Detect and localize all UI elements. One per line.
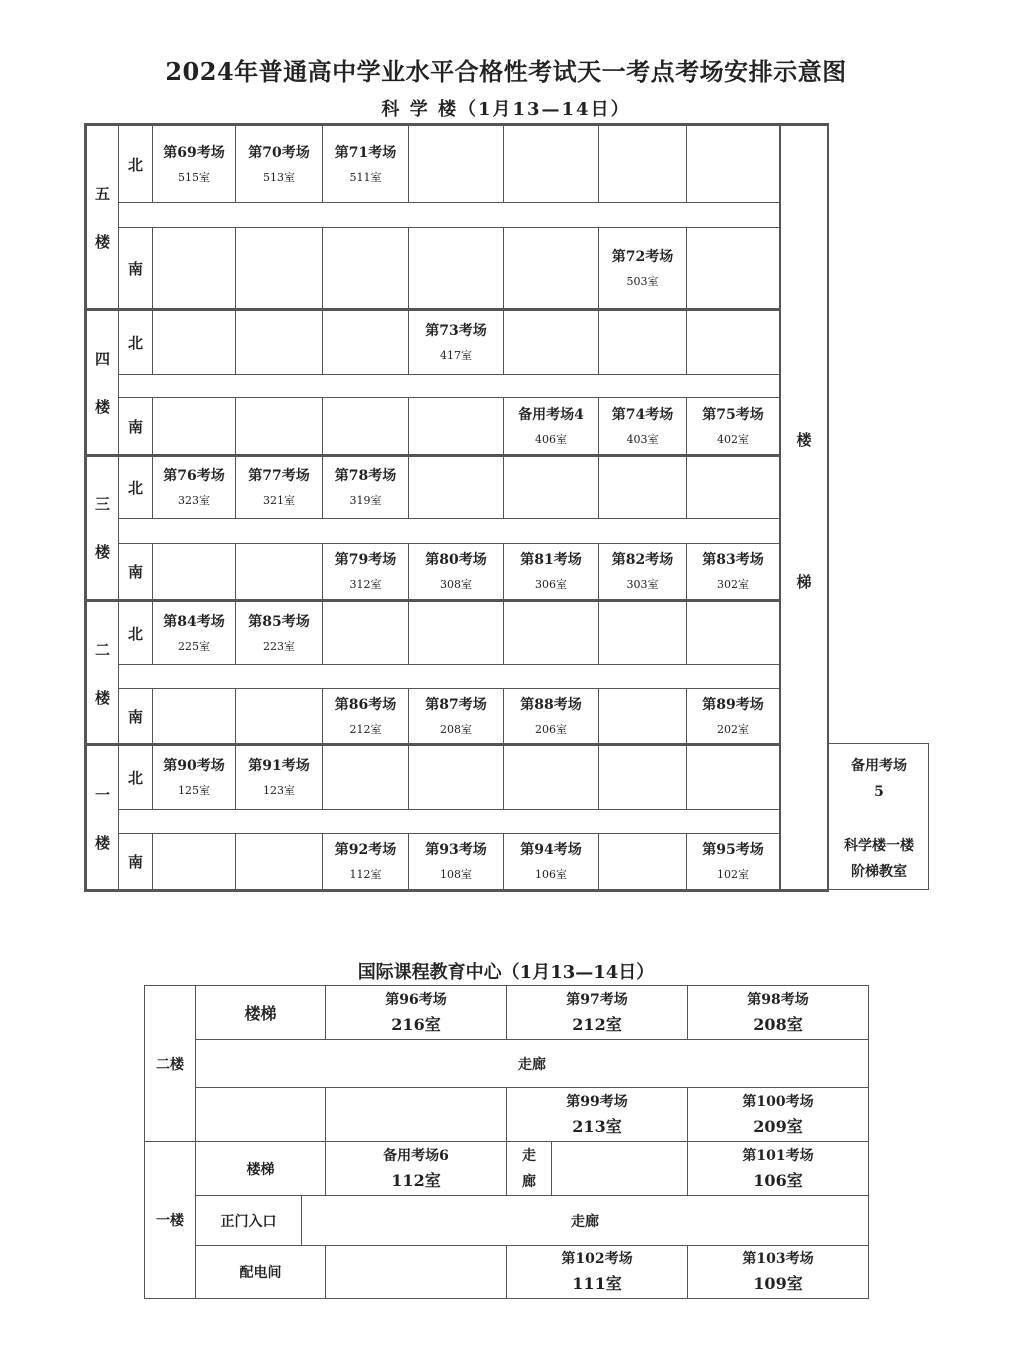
room-number: 417室 <box>440 349 472 362</box>
north-label-3: 北 <box>127 479 143 497</box>
exam-room <box>409 311 503 374</box>
floor-2-char2: 楼 <box>94 689 110 707</box>
room-number: 109室 <box>753 1274 803 1293</box>
floor-label-2 <box>87 626 118 722</box>
intl-corridor-1: 走廊 <box>571 1213 599 1230</box>
exam-room-name: 第85考场 <box>248 613 310 630</box>
exam-room <box>323 544 408 599</box>
intl-corridor-2: 走廊 <box>518 1056 546 1073</box>
exam-room <box>236 602 322 664</box>
room-number: 108室 <box>440 868 472 881</box>
exam-room-name: 第76考场 <box>163 468 225 484</box>
room-number: 511室 <box>349 170 382 184</box>
exam-room <box>236 746 322 809</box>
south-label-4: 南 <box>127 417 143 436</box>
exam-room-name: 第80考场 <box>425 552 487 568</box>
intl-corridor-vertical <box>507 1142 551 1195</box>
exam-room-name: 第84考场 <box>163 613 225 630</box>
exam-room <box>599 228 686 308</box>
exam-room-name: 第88考场 <box>520 696 582 713</box>
room-number: 209室 <box>753 1116 803 1136</box>
exam-room <box>504 689 598 743</box>
floor-4-char2: 楼 <box>94 398 110 416</box>
exam-room <box>409 834 503 889</box>
floor-5-char2: 楼 <box>94 233 110 251</box>
exam-room-name: 第79考场 <box>334 552 397 568</box>
exam-room-name: 第102考场 <box>561 1251 633 1267</box>
corridor-char-2: 廊 <box>522 1173 536 1190</box>
exam-room-name: 第100考场 <box>742 1093 814 1110</box>
room-number: 302室 <box>717 578 749 591</box>
power-room: 配电间 <box>239 1265 282 1281</box>
exam-room-name: 第82考场 <box>611 552 674 568</box>
room-number: 216室 <box>391 1014 441 1034</box>
room-number: 323室 <box>178 494 210 507</box>
exam-room-name: 第99考场 <box>566 1093 628 1110</box>
exam-room-name: 第86考场 <box>334 696 397 713</box>
exam-room <box>153 126 235 202</box>
floor-1-char2: 楼 <box>94 834 110 852</box>
exam-room-name: 第90考场 <box>163 758 225 774</box>
exam-room <box>504 544 598 599</box>
exam-room-name: 第75考场 <box>702 406 764 423</box>
exam-room-name: 第78考场 <box>334 468 397 484</box>
exam-room-name: 第69考场 <box>163 144 225 161</box>
exam-room-name: 第87考场 <box>425 696 487 713</box>
exam-room <box>688 1142 868 1195</box>
exam-room <box>323 457 408 518</box>
room-number: 225室 <box>178 639 210 653</box>
exam-room-name: 第94考场 <box>520 842 582 858</box>
corridor-char-1: 走 <box>522 1147 536 1164</box>
exam-room-name: 第96考场 <box>385 991 447 1008</box>
exam-room <box>323 689 408 743</box>
room-number: 308室 <box>440 578 472 591</box>
exam-room <box>688 986 868 1039</box>
room-number: 125室 <box>178 784 210 797</box>
exam-room-name: 备用考场4 <box>518 406 584 423</box>
exam-room-name: 第73考场 <box>425 323 487 339</box>
exam-room-name: 第97考场 <box>566 991 628 1008</box>
exam-room-name: 第92考场 <box>334 842 397 858</box>
room-number: 106室 <box>753 1170 803 1190</box>
room-number: 123室 <box>263 784 295 797</box>
north-label-1: 北 <box>127 769 143 787</box>
floor-label-1 <box>87 771 118 867</box>
stairs-label-bottom: 梯 <box>796 572 812 591</box>
room-number: 403室 <box>626 432 659 446</box>
south-label-5: 南 <box>127 259 143 278</box>
intl-stairs-2: 楼梯 <box>244 1004 277 1023</box>
exam-room <box>236 457 322 518</box>
exam-room-name: 备用考场6 <box>383 1147 449 1164</box>
spare-5-line4: 阶梯教室 <box>851 864 907 880</box>
south-label-1: 南 <box>127 853 143 871</box>
room-number: 208室 <box>753 1014 803 1034</box>
stairs-label-top: 楼 <box>796 430 812 449</box>
spare-5-line1: 备用考场 <box>851 758 907 774</box>
exam-room <box>688 1088 868 1141</box>
exam-room-name: 第72考场 <box>611 248 674 265</box>
floor-4-char1: 四 <box>94 350 110 368</box>
room-number: 319室 <box>349 494 382 507</box>
exam-room <box>326 1142 506 1195</box>
south-label-3: 南 <box>127 563 143 581</box>
exam-room-name: 第70考场 <box>248 144 310 161</box>
exam-room <box>504 834 598 889</box>
room-number: 112室 <box>349 868 382 881</box>
room-number: 513室 <box>263 170 295 184</box>
room-number: 303室 <box>626 578 659 591</box>
exam-room <box>236 126 322 202</box>
exam-room <box>687 834 779 889</box>
science-building-subtitle: 科 学 楼（1月13—14日） <box>381 99 631 120</box>
spare-5-line2: 5 <box>874 784 884 800</box>
exam-room-name: 第89考场 <box>702 696 764 713</box>
floor-1-char1: 一 <box>94 786 110 804</box>
spare-5-line3: 科学楼一楼 <box>844 838 914 854</box>
exam-room <box>687 544 779 599</box>
exam-room-name: 第93考场 <box>425 842 487 858</box>
north-label-5: 北 <box>127 155 143 174</box>
exam-room <box>153 457 235 518</box>
exam-room <box>504 398 598 454</box>
room-number: 106室 <box>535 868 567 881</box>
exam-room <box>687 398 779 454</box>
main-entrance: 正门入口 <box>220 1213 277 1230</box>
exam-room <box>326 986 506 1039</box>
floor-3-char2: 楼 <box>94 543 110 561</box>
room-number: 102室 <box>717 868 749 881</box>
exam-room <box>688 1246 868 1298</box>
room-number: 503室 <box>626 274 659 288</box>
exam-room-name: 第98考场 <box>747 991 809 1008</box>
north-label-4: 北 <box>127 334 143 352</box>
exam-room <box>507 1088 687 1141</box>
room-number: 202室 <box>717 722 749 736</box>
south-label-2: 南 <box>127 707 143 726</box>
exam-room <box>409 689 503 743</box>
page-title: 2024年普通高中学业水平合格性考试天一考点考场安排示意图 <box>165 56 847 86</box>
room-number: 321室 <box>263 494 295 507</box>
floor-2-char1: 二 <box>94 641 110 659</box>
floor-label-5 <box>87 170 118 266</box>
room-number: 206室 <box>535 722 567 736</box>
exam-room-name: 第83考场 <box>702 552 764 568</box>
room-number: 112室 <box>391 1170 441 1190</box>
room-number: 223室 <box>263 639 295 653</box>
exam-room <box>687 689 779 743</box>
exam-room <box>153 602 235 664</box>
room-number: 111室 <box>572 1274 622 1293</box>
exam-room <box>507 1246 687 1298</box>
intl-center-subtitle: 国际课程教育中心（1月13—14日） <box>357 962 655 983</box>
exam-room-name: 第71考场 <box>334 144 397 161</box>
spare-exam-5 <box>830 744 928 889</box>
room-number: 306室 <box>535 578 567 591</box>
exam-room-name: 第103考场 <box>742 1251 814 1267</box>
intl-stairs-1: 楼梯 <box>246 1161 275 1178</box>
north-label-2: 北 <box>127 624 143 643</box>
room-number: 515室 <box>178 170 210 184</box>
exam-room <box>599 398 686 454</box>
intl-floor-1-label: 一楼 <box>156 1213 184 1229</box>
room-number: 212室 <box>349 722 382 736</box>
exam-room-name: 第101考场 <box>742 1147 814 1164</box>
floor-5-char1: 五 <box>94 185 110 203</box>
exam-room-name: 第77考场 <box>248 468 310 484</box>
room-number: 402室 <box>717 432 749 446</box>
room-number: 312室 <box>349 578 382 591</box>
room-number: 406室 <box>535 432 567 446</box>
exam-room-name: 第91考场 <box>248 758 310 774</box>
exam-room-name: 第95考场 <box>702 842 764 858</box>
floor-label-3 <box>87 480 118 576</box>
exam-room <box>507 986 687 1039</box>
floor-label-4 <box>87 335 118 431</box>
floor-3-char1: 三 <box>94 495 110 513</box>
exam-room <box>599 544 686 599</box>
exam-room <box>409 544 503 599</box>
exam-room <box>323 126 408 202</box>
exam-room <box>323 834 408 889</box>
room-number: 212室 <box>572 1014 622 1034</box>
exam-room <box>153 746 235 809</box>
intl-floor-2-label: 二楼 <box>156 1056 184 1073</box>
room-number: 213室 <box>572 1116 622 1136</box>
room-number: 208室 <box>440 722 472 736</box>
exam-room-name: 第81考场 <box>520 552 582 568</box>
exam-room-name: 第74考场 <box>611 406 674 423</box>
